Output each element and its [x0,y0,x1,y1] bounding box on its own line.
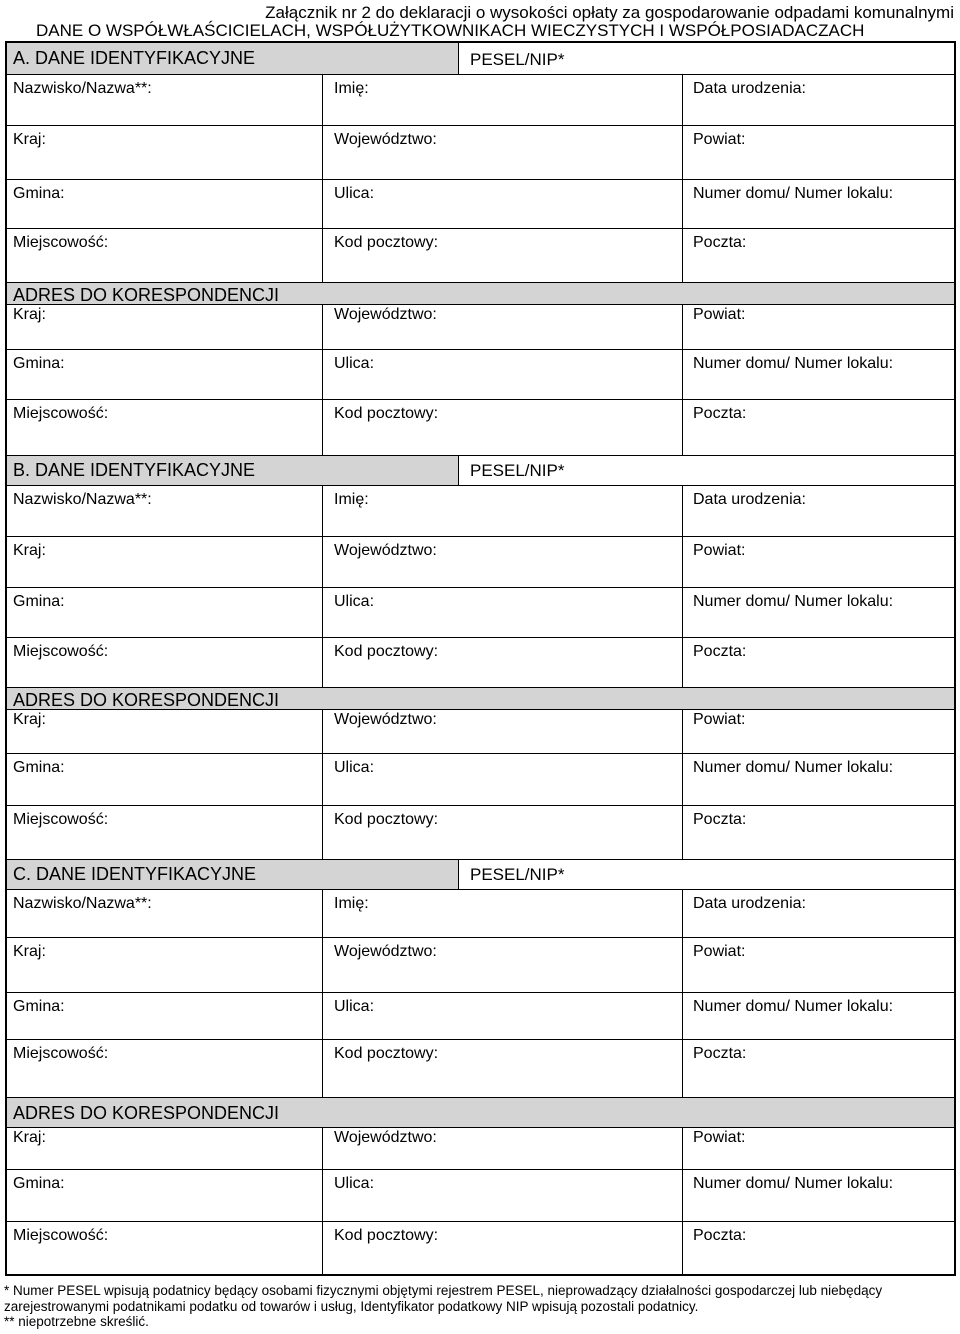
footnote-pesel: * Numer PESEL wpisują podatnicy będący osobami fizycznymi objętymi rejestrem PESEL, nieprowadzący działalności gospodarczej lub niebędący [4,1283,883,1298]
section-a-corr-row-city [7,400,954,456]
commune-field[interactable]: Gmina: [7,588,323,637]
footnote-strike: ** niepotrzebne skreślić. [4,1314,149,1329]
street-field[interactable]: Ulica: [323,180,683,228]
post-office-field[interactable]: Poczta: [693,643,747,660]
section-a-row-region [7,126,954,180]
section-c-corr-row-region [7,1128,954,1170]
section-a-row-city [7,229,954,283]
corr-commune-field[interactable]: Gmina: [7,1170,323,1221]
footnotes [4,1283,958,1330]
section-b-row-city [7,638,954,688]
section-a-correspondence-title: ADRES DO KORESPONDENCJI [7,283,954,305]
corr-postal-code-field[interactable]: Kod pocztowy: [323,400,683,455]
form-title: DANE O WSPÓŁWŁAŚCICIELACH, WSPÓŁUŻYTKOWNIKACH WIECZYSTYCH I WSPÓŁPOSIADACZACH [36,21,865,40]
co-owners-form [5,41,956,1276]
section-b-row-street [7,588,954,638]
postal-code-field[interactable]: Kod pocztowy: [323,1040,683,1097]
section-b-correspondence-title: ADRES DO KORESPONDENCJI [7,688,954,710]
corr-country-field[interactable]: Kraj: [7,710,323,753]
corr-county-field[interactable]: Powiat: [693,306,746,323]
surname-field[interactable]: Nazwisko/Nazwa**: [7,486,323,536]
voivodeship-field[interactable]: Województwo: [323,537,683,587]
country-field[interactable]: Kraj: [7,537,323,587]
section-a-corr-row-region [7,305,954,350]
corr-postal-code-field[interactable]: Kod pocztowy: [323,1222,683,1274]
section-b-pesel-label: PESEL/NIP* [470,461,565,480]
birth-date-field[interactable]: Data urodzenia: [693,895,806,912]
corr-post-office-field[interactable]: Poczta: [693,811,747,828]
section-b-row-name [7,486,954,537]
section-a-corr-row-street [7,350,954,400]
corr-post-office-field[interactable]: Poczta: [693,405,747,422]
voivodeship-field[interactable]: Województwo: [323,938,683,992]
corr-country-field[interactable]: Kraj: [7,1128,323,1169]
section-c-correspondence-title: ADRES DO KORESPONDENCJI [7,1098,954,1128]
first-name-field[interactable]: Imię: [323,486,683,536]
corr-voivodeship-field[interactable]: Województwo: [323,710,683,753]
section-b-corr-row-city [7,806,954,860]
section-c-pesel-label: PESEL/NIP* [470,865,565,884]
corr-house-number-field[interactable]: Numer domu/ Numer lokalu: [693,1175,894,1192]
corr-voivodeship-field[interactable]: Województwo: [323,1128,683,1169]
corr-house-number-field[interactable]: Numer domu/ Numer lokalu: [693,355,894,372]
corr-county-field[interactable]: Powiat: [693,1129,746,1146]
corr-post-office-field[interactable]: Poczta: [693,1227,747,1244]
section-b-title: B. DANE IDENTYFIKACYJNE [7,456,459,485]
birth-date-field[interactable]: Data urodzenia: [693,80,806,97]
section-b-header [7,456,954,486]
corr-street-field[interactable]: Ulica: [323,1170,683,1221]
section-a-row-street [7,180,954,229]
section-a-header [7,43,954,75]
section-a-pesel-label: PESEL/NIP* [470,50,565,69]
county-field[interactable]: Powiat: [693,542,746,559]
postal-code-field[interactable]: Kod pocztowy: [323,229,683,282]
city-field[interactable]: Miejscowość: [7,1040,323,1097]
first-name-field[interactable]: Imię: [323,75,683,125]
attachment-title: Załącznik nr 2 do deklaracji o wysokości opłaty za gospodarowanie odpadami komunalnymi [265,3,954,22]
house-number-field[interactable]: Numer domu/ Numer lokalu: [693,185,894,202]
corr-city-field[interactable]: Miejscowość: [7,806,323,859]
street-field[interactable]: Ulica: [323,993,683,1039]
corr-street-field[interactable]: Ulica: [323,350,683,399]
city-field[interactable]: Miejscowość: [7,229,323,282]
city-field[interactable]: Miejscowość: [7,638,323,687]
street-field[interactable]: Ulica: [323,588,683,637]
country-field[interactable]: Kraj: [7,126,323,179]
corr-house-number-field[interactable]: Numer domu/ Numer lokalu: [693,759,894,776]
commune-field[interactable]: Gmina: [7,180,323,228]
corr-city-field[interactable]: Miejscowość: [7,1222,323,1274]
section-c-row-city [7,1040,954,1098]
post-office-field[interactable]: Poczta: [693,1045,747,1062]
corr-postal-code-field[interactable]: Kod pocztowy: [323,806,683,859]
county-field[interactable]: Powiat: [693,943,746,960]
house-number-field[interactable]: Numer domu/ Numer lokalu: [693,998,894,1015]
section-a-title: A. DANE IDENTYFIKACYJNE [7,43,459,74]
commune-field[interactable]: Gmina: [7,993,323,1039]
corr-city-field[interactable]: Miejscowość: [7,400,323,455]
section-c-title: C. DANE IDENTYFIKACYJNE [7,860,459,889]
corr-commune-field[interactable]: Gmina: [7,754,323,805]
postal-code-field[interactable]: Kod pocztowy: [323,638,683,687]
section-c-row-street [7,993,954,1040]
birth-date-field[interactable]: Data urodzenia: [693,491,806,508]
footnote-pesel-continued: zarejestrowanymi podatnikami podatku od towarów i usług, Identyfikator podatkowy NIP wpisują pozostali podatnicy. [4,1298,699,1314]
surname-field[interactable]: Nazwisko/Nazwa**: [7,890,323,937]
corr-street-field[interactable]: Ulica: [323,754,683,805]
section-c-corr-row-city [7,1222,954,1276]
section-b-row-region [7,537,954,588]
section-b-corr-row-street [7,754,954,806]
section-c-row-region [7,938,954,993]
surname-field[interactable]: Nazwisko/Nazwa**: [7,75,323,125]
section-c-row-name [7,890,954,938]
section-b-corr-row-region [7,710,954,754]
corr-commune-field[interactable]: Gmina: [7,350,323,399]
county-field[interactable]: Powiat: [693,131,746,148]
voivodeship-field[interactable]: Województwo: [323,126,683,179]
corr-country-field[interactable]: Kraj: [7,305,323,349]
section-c-header [7,860,954,890]
corr-county-field[interactable]: Powiat: [693,711,746,728]
house-number-field[interactable]: Numer domu/ Numer lokalu: [693,593,894,610]
country-field[interactable]: Kraj: [7,938,323,992]
first-name-field[interactable]: Imię: [323,890,683,937]
corr-voivodeship-field[interactable]: Województwo: [323,305,683,349]
post-office-field[interactable]: Poczta: [693,234,747,251]
section-c-corr-row-street [7,1170,954,1222]
section-a-row-name [7,75,954,126]
